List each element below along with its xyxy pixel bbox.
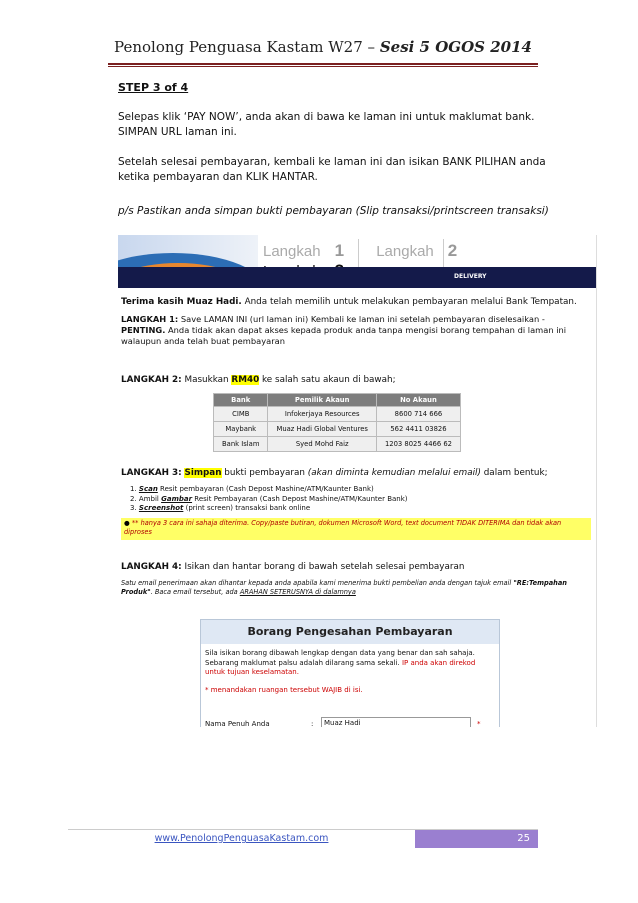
table-row: CIMB Infokerjaya Resources 8600 714 666 xyxy=(214,407,461,422)
step-2: Langkah 2 xyxy=(376,241,458,260)
header-rule-thin xyxy=(108,66,538,67)
name-field-label: Nama Penuh Anda xyxy=(205,720,270,727)
confirmation-form xyxy=(200,644,500,727)
header-session: Sesi 5 OGOS 2014 xyxy=(379,38,532,56)
list-item: 1. Scan Resit pembayaran (Cash Depost Mashine/ATM/Kaunter Bank) xyxy=(130,485,374,493)
nav-delivery: DELIVERY xyxy=(454,273,487,280)
footer-link[interactable]: www.PenolongPenguasaKastam.com xyxy=(154,833,329,844)
langkah-2: LANGKAH 2: Masukkan RM40 ke salah satu akaun di bawah; xyxy=(121,375,396,385)
col-bank: Bank xyxy=(214,394,268,407)
page-header xyxy=(108,38,538,64)
step-1: Langkah 1 xyxy=(263,241,345,260)
form-title: Borang Pengesahan Pembayaran xyxy=(200,619,500,645)
amount-highlight: RM40 xyxy=(231,375,260,385)
langkah-1: LANGKAH 1: Save LAMAN INI (url laman ini) Kembali ke laman ini setelah pembayaran diselesaikan - PENTING. Anda tidak akan dapat akses kepada produk anda tanpa mengisi borang tempahan di laman ini walaupun anda telah buat pembayaran xyxy=(121,314,567,346)
step-banner xyxy=(118,235,596,288)
paragraph-2: Setelah selesai pembayaran, kembali ke laman ini dan isikan BANK PILIHAN anda ketika pembayaran dan KLIK HANTAR. xyxy=(118,156,546,183)
table-header-row xyxy=(214,394,461,407)
paragraph-note: p/s Pastikan anda simpan bukti pembayaran (Slip transaksi/printscreen transaksi) xyxy=(118,205,549,217)
proof-list xyxy=(130,485,597,514)
col-account: No Akaun xyxy=(376,394,460,407)
warning-note: ● ** hanya 3 cara ini sahaja diterima. Copy/paste butiran, dokumen Microsoft Word, text document TIDAK DITERIMA dan tidak akan diproses xyxy=(121,518,591,540)
table-row: Maybank Muaz Hadi Global Ventures 562 4411 03826 xyxy=(214,422,461,437)
list-item: 2. Ambil Gambar Resit Pembayaran (Cash Depost Mashine/ATM/Kaunter Bank) xyxy=(130,494,408,503)
bullet-icon: ● xyxy=(124,519,130,527)
langkah-3: LANGKAH 3: Simpan bukti pembayaran (akan diminta kemudian melalui email) dalam bentuk; xyxy=(121,468,548,478)
thanks-line: Terima kasih Muaz Hadi. Anda telah memilih untuk melakukan pembayaran melalui Bank Tempatan. xyxy=(121,297,577,307)
table-row: Bank Islam Syed Mohd Faiz 1203 8025 4466 62 xyxy=(214,437,461,452)
list-item: 3. Screenshot (print screen) transaksi bank online xyxy=(130,504,311,512)
simpan-highlight: Simpan xyxy=(184,468,222,478)
form-instructions: Sila isikan borang dibawah lengkap dengan data yang benar dan sah sahaja. Sebarang maklumat palsu adalah dilarang sama sekali. IP anda akan direkod untuk tujuan keselamatan. xyxy=(205,649,476,676)
step-divider xyxy=(443,239,444,267)
step-divider xyxy=(358,239,359,267)
step-title: STEP 3 of 4 xyxy=(118,81,189,94)
form-required-note: * menandakan ruangan tersebut WAJIB di isi. xyxy=(205,686,363,694)
email-info: Satu email penerimaan akan dihantar kepada anda apabila kami menerima bukti pembelian anda dengan tajuk email "RE:Tempahan Produk". Baca email tersebut, ada ARAHAN SETERUSNYA di dalamnya xyxy=(121,579,567,596)
embedded-screenshot xyxy=(118,235,597,727)
bank-account-table xyxy=(213,393,461,452)
instructions-link: ARAHAN SETERUSNYA di dalamnya xyxy=(239,588,356,596)
header-title: Penolong Penguasa Kastam W27 – xyxy=(114,38,380,56)
col-owner: Pemilik Akaun xyxy=(268,394,377,407)
paragraph-1: Selepas klik ‘PAY NOW’, anda akan di bawa ke laman ini untuk maklumat bank. SIMPAN URL laman ini. xyxy=(118,111,535,138)
field-colon: : xyxy=(311,720,314,727)
langkah-4: LANGKAH 4: Isikan dan hantar borang di bawah setelah selesai pembayaran xyxy=(121,562,465,572)
nav-bar xyxy=(118,267,596,288)
required-star: * xyxy=(477,720,481,727)
page-number: 25 xyxy=(415,830,538,848)
name-input[interactable]: Muaz Hadi xyxy=(321,717,471,727)
header-rule xyxy=(108,63,538,65)
